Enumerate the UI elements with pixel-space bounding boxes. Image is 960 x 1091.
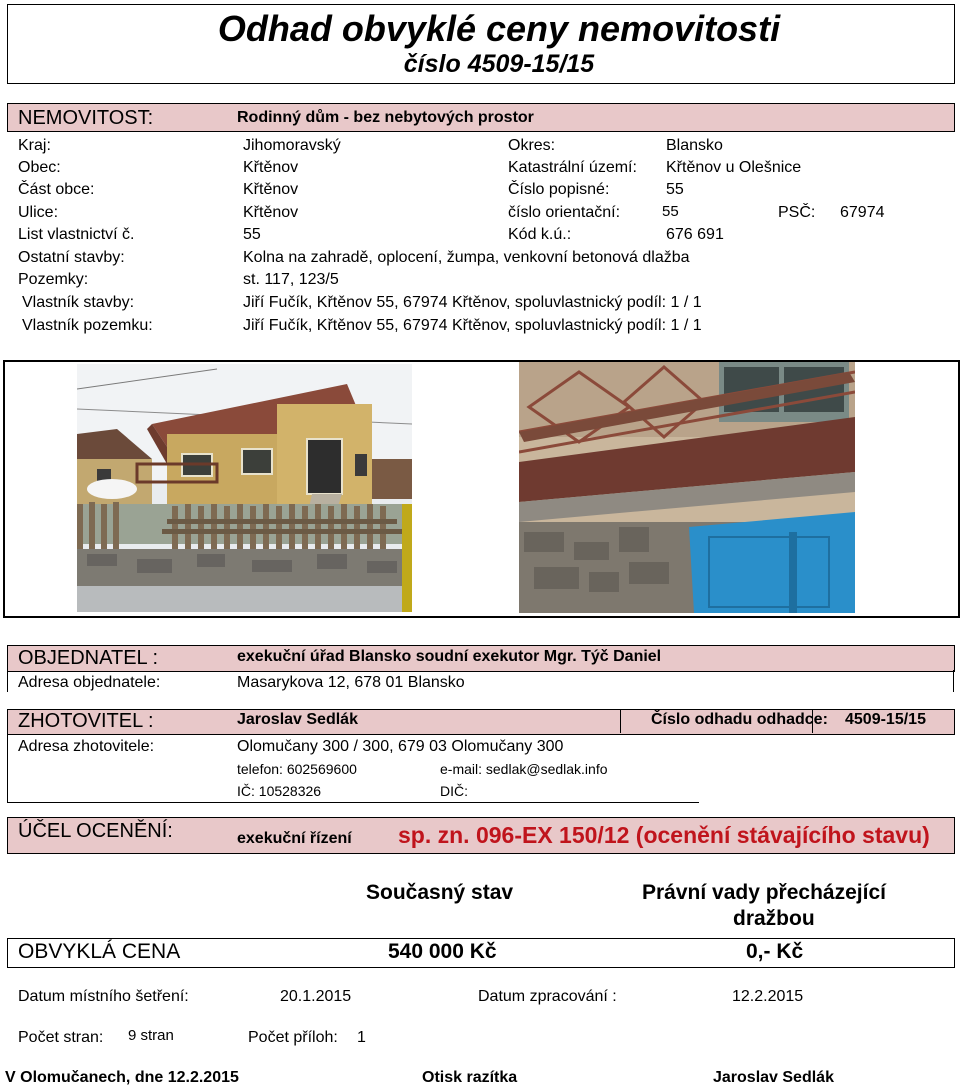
price-col1-head: Současný stav [366,881,514,904]
psc-label: PSČ: [778,204,816,221]
detail-photo [519,362,855,613]
purpose-value: exekuční řízení [237,830,352,847]
cast-label: Část obce: [18,181,95,198]
pages-value: 9 stran [128,1027,174,1044]
contractor-address: Olomučany 300 / 300, 679 03 Olomučany 300 [237,738,564,755]
ulice-label: Ulice: [18,204,59,221]
property-heading: NEMOVITOST: [18,107,154,129]
processing-date: 12.2.2015 [732,988,804,1005]
house-photo [77,364,412,612]
kod-value: 676 691 [666,226,724,243]
contractor-address-label: Adresa zhotovitele: [18,738,155,755]
obec-value: Křtěnov [243,159,299,176]
pozemky-value: st. 117, 123/5 [243,271,339,288]
price-defects: 0,- Kč [746,940,804,963]
footer-stamp: Otisk razítka [422,1069,518,1086]
contractor-heading: ZHOTOVITEL : [18,710,154,732]
contractor-border-left [7,733,8,803]
inspection-date: 20.1.2015 [280,988,352,1005]
price-value: 540 000 Kč [388,940,497,963]
vlastnik-pozemku-label: Vlastník pozemku: [22,317,153,334]
vlastnik-pozemku-value: Jiří Fučík, Křtěnov 55, 67974 Křtěnov, spoluvlastnický podíl: 1 / 1 [243,317,702,334]
co-label: číslo orientační: [508,204,621,221]
purpose-reference: sp. zn. 096-EX 150/12 (ocenění stávajícího stavu) [398,822,930,848]
psc-value: 67974 [840,204,885,221]
obec-label: Obec: [18,159,61,176]
lv-label: List vlastnictví č. [18,226,135,243]
vlastnik-stavby-label: Vlastník stavby: [22,294,135,311]
footer-signature: Jaroslav Sedlák [713,1069,834,1086]
ostatni-value: Kolna na zahradě, oplocení, žumpa, venkovní betonová dlažba [243,249,690,266]
cp-label: Číslo popisné: [508,181,610,198]
price-label: OBVYKLÁ CENA [18,940,181,963]
contractor-number: 4509-15/15 [845,711,926,728]
contractor-name: Jaroslav Sedlák [237,711,358,728]
client-border-left [7,670,8,692]
pages-label: Počet stran: [18,1029,104,1046]
kraj-value: Jihomoravský [243,137,341,154]
contractor-ic: IČ: 10528326 [237,783,322,799]
client-border-right [953,670,954,692]
okres-value: Blansko [666,137,723,154]
contractor-number-label-divider [620,709,621,733]
kod-label: Kód k.ú.: [508,226,572,243]
cast-value: Křtěnov [243,181,299,198]
document-number: číslo 4509-15/15 [403,50,595,78]
cp-value: 55 [666,181,684,198]
processing-label: Datum zpracování : [478,988,617,1005]
attachments-label: Počet příloh: [248,1029,338,1046]
document-title: Odhad obvyklé ceny nemovitosti [217,8,781,49]
co-value: 55 [662,203,679,220]
purpose-heading: ÚČEL OCENĚNÍ: [18,820,173,842]
client-name: exekuční úřad Blansko soudní exekutor Mgr. Týč Daniel [237,648,662,665]
contractor-number-label: Číslo odhadu odhadce: [651,711,828,728]
vlastnik-stavby-value: Jiří Fučík, Křtěnov 55, 67974 Křtěnov, spoluvlastnický podíl: 1 / 1 [243,294,702,311]
contractor-border-bottom [7,802,699,803]
inspection-label: Datum místního šetření: [18,988,189,1005]
okres-label: Okres: [508,137,556,154]
price-col2-head-line2: dražbou [733,907,815,930]
ku-label: Katastrální území: [508,159,637,176]
footer-place-date: V Olomučanech, dne 12.2.2015 [5,1069,239,1086]
ostatni-label: Ostatní stavby: [18,249,125,266]
client-address-label: Adresa objednatele: [18,674,161,691]
contractor-dic: DIČ: [440,783,468,799]
attachments-value: 1 [357,1029,366,1046]
ku-value: Křtěnov u Olešnice [666,159,802,176]
contractor-phone: telefon: 602569600 [237,761,357,777]
ulice-value: Křtěnov [243,204,299,221]
client-address: Masarykova 12, 678 01 Blansko [237,674,465,691]
kraj-label: Kraj: [18,137,51,154]
lv-value: 55 [243,226,261,243]
client-heading: OBJEDNATEL : [18,647,159,669]
pozemky-label: Pozemky: [18,271,89,288]
property-type: Rodinný dům - bez nebytových prostor [237,109,534,126]
price-col2-head-line1: Právní vady přecházející [642,881,886,904]
contractor-email: e-mail: sedlak@sedlak.info [440,761,608,777]
